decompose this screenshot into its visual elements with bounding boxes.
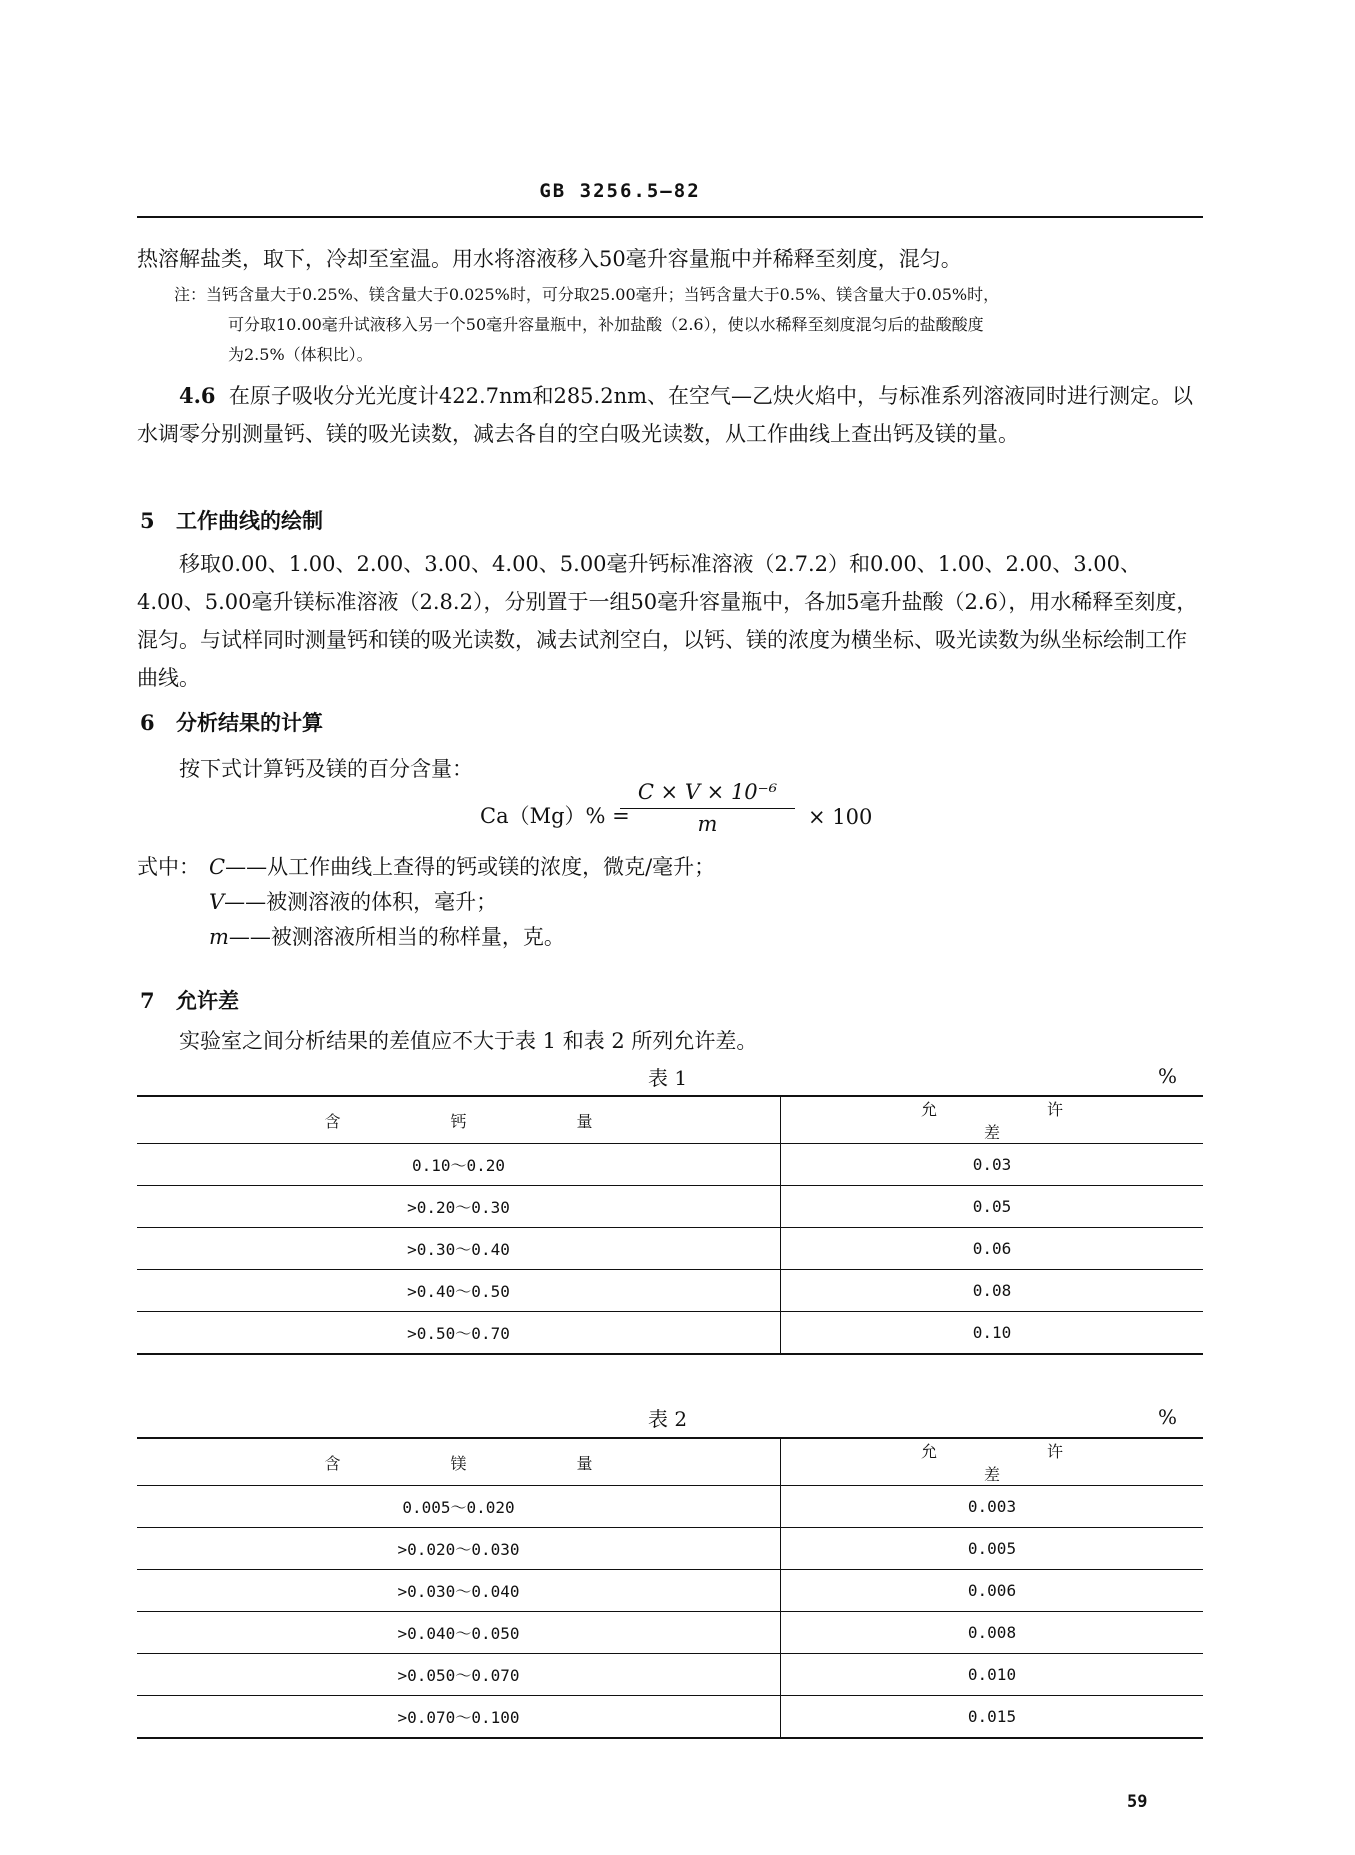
fraction-bar <box>620 808 795 809</box>
table-row: >0.40～0.50 0.08 <box>137 1270 1203 1312</box>
table-header-cell: 允许差 <box>781 1438 1204 1486</box>
section-4-6-text: 在原子吸收分光光度计422.7nm和285.2nm、在空气—乙炔火焰中，与标准系列溶液同时进行测定。以水调零分别测量钙、镁的吸光读数，减去各自的空白吸光读数，从工作曲线上查出钙及镁的量。 <box>137 384 1194 446</box>
formula-fraction <box>620 780 795 836</box>
table-row: >0.020～0.030 0.005 <box>137 1528 1203 1570</box>
table-row: >0.070～0.100 0.015 <box>137 1696 1203 1739</box>
variable-row: 式中： C——从工作曲线上查得的钙或镁的浓度，微克/毫升； <box>137 855 716 879</box>
note-line-3: 为2.5%（体积比）。 <box>228 345 373 364</box>
table-header-row <box>137 1438 1203 1486</box>
formula-rhs: × 100 <box>808 805 873 829</box>
table-2-caption: 表 2 <box>648 1407 688 1431</box>
header-rule <box>137 216 1203 218</box>
table-1 <box>137 1095 1203 1355</box>
table-row: >0.030～0.040 0.006 <box>137 1570 1203 1612</box>
section-6-heading: 6 分析结果的计算 <box>140 710 323 735</box>
table-header-cell: 允许差 <box>781 1096 1204 1144</box>
formula-numerator: C × V × 10⁻⁶ <box>637 780 778 804</box>
table-header-row <box>137 1096 1203 1144</box>
continuation-text: 热溶解盐类，取下，冷却至室温。用水将溶液移入50毫升容量瓶中并稀释至刻度，混匀。 <box>137 247 962 271</box>
section-6-intro: 按下式计算钙及镁的百分含量： <box>179 757 473 781</box>
section-5-text: 移取0.00、1.00、2.00、3.00、4.00、5.00毫升钙标准溶液（2.7.2）和0.00、1.00、2.00、3.00、4.00、5.00毫升镁标准溶液（2.8.2），分别置于一组50毫升容量瓶中，各加5毫升盐酸（2.6），用水稀释至刻度，混匀。与试样同时测量钙和镁的吸光读数，减去试剂空白，以钙、镁的浓度为横坐标、吸光读数为纵坐标绘制工作曲线。 <box>137 552 1198 690</box>
note-line-2: 可分取10.00毫升试液移入另一个50毫升容量瓶中，补加盐酸（2.6），使以水稀释至刻度混匀后的盐酸酸度 <box>228 315 984 334</box>
table-row: >0.30～0.40 0.06 <box>137 1228 1203 1270</box>
table-row: 0.10～0.20 0.03 <box>137 1144 1203 1186</box>
section-5-heading: 5 工作曲线的绘制 <box>140 508 323 533</box>
note-label: 注： <box>174 285 207 304</box>
variable-definitions <box>137 850 1137 955</box>
table-header-cell: 含镁量 <box>137 1438 781 1486</box>
table-row: 0.005～0.020 0.003 <box>137 1486 1203 1528</box>
note-line-1: 注：当钙含量大于0.25%、镁含量大于0.025%时，可分取25.00毫升；当钙含量大于0.5%、镁含量大于0.05%时， <box>174 285 1000 304</box>
table-row: >0.50～0.70 0.10 <box>137 1312 1203 1355</box>
table-2 <box>137 1437 1203 1739</box>
table-2-unit: % <box>1158 1405 1178 1429</box>
formula-denominator: m <box>697 812 718 836</box>
section-7-text: 实验室之间分析结果的差值应不大于表 1 和表 2 所列允许差。 <box>179 1029 758 1053</box>
page-number: 59 <box>1127 1792 1148 1812</box>
section-4-6-number: 4.6 <box>179 383 216 408</box>
table-row: >0.040～0.050 0.008 <box>137 1612 1203 1654</box>
section-4-6 <box>137 377 1203 453</box>
section-7-heading: 7 允许差 <box>140 988 239 1013</box>
table-row: >0.050～0.070 0.010 <box>137 1654 1203 1696</box>
table-1-caption: 表 1 <box>648 1066 688 1090</box>
variable-row: V——被测溶液的体积，毫升； <box>209 890 498 914</box>
variable-row: m——被测溶液所相当的称样量，克。 <box>209 925 565 949</box>
note-block <box>174 280 1204 370</box>
document-code: GB 3256.5—82 <box>539 180 701 202</box>
table-row: >0.20～0.30 0.05 <box>137 1186 1203 1228</box>
table-header-cell: 含钙量 <box>137 1096 781 1144</box>
table-1-unit: % <box>1158 1064 1178 1088</box>
formula-lhs: Ca（Mg）% = <box>480 804 630 828</box>
